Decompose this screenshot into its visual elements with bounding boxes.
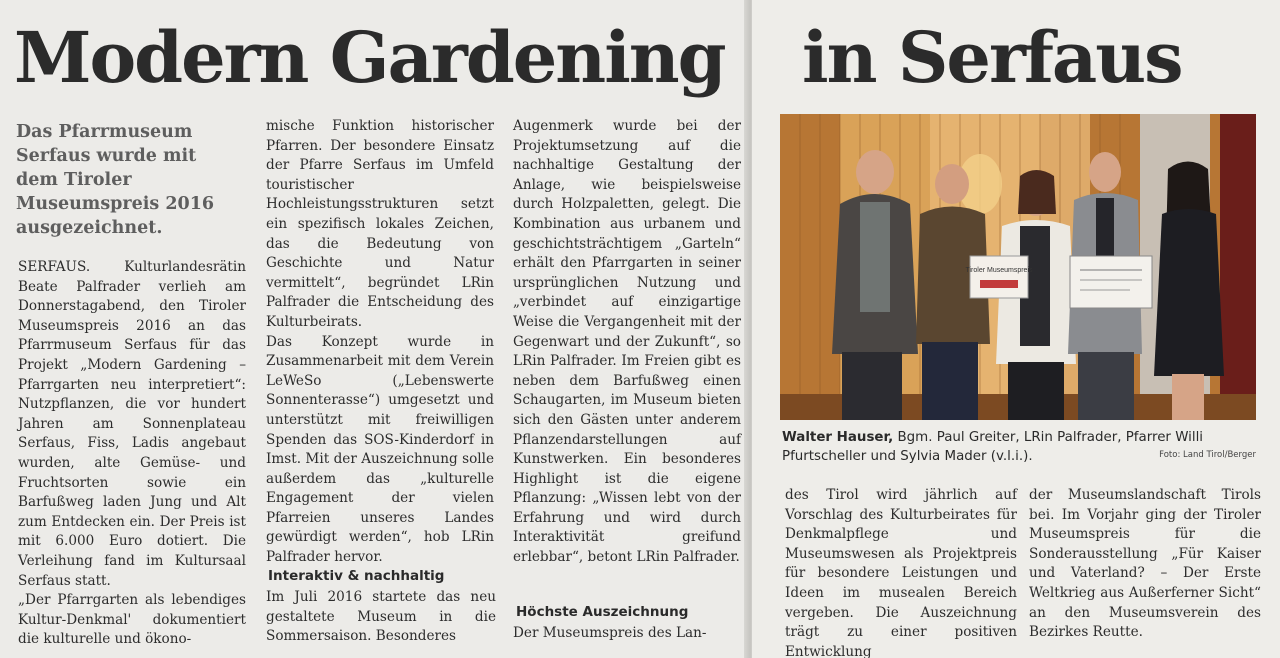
lead-paragraph: Das Pfarrmuseum Serfaus wurde mit dem Tiroler Museumspreis 2016 ausgezeichnet.: [16, 122, 215, 238]
article-paragraph: Das Konzept wurde in Zusammenarbeit mit dem Verein LeWeSo („Lebenswerte Sonnenterasse“) umgesetzt und unterstützt mit freiwilligen Spenden das SOS-Kinderdorf in Imst. Mit der Auszeichnung solle außerdem das „kulturelle Engagement der vielen Pfarreien unseres Landes gewürdigt werden“, hob LRin Palfrader hervor.: [266, 333, 494, 566]
certificate-left: [965, 256, 1033, 298]
subheading-interaktiv: Interaktiv & nachhaltig: [268, 568, 445, 584]
photo-credit: Foto: Land Tirol/Berger: [1159, 450, 1256, 460]
photo-illustration: [780, 114, 1256, 420]
article-paragraph: mische Funktion historischer Pfarren. Der besondere Einsatz der Pfarre Serfaus im Umfeld touristischer Hochleistungsstrukturen setzt ein spezifisch lokales Zeichen, das die Bedeutung von Geschichte und Natur vermittelt“, begründet LRin Palfrader die Entscheidung des Kulturbeirats.: [266, 118, 494, 330]
article-paragraph: Der Museumspreis des Lan-: [513, 625, 707, 641]
article-paragraph: Im Juli 2016 startete das neu gestaltete Museum in die Sommersaison. Besonderes: [266, 589, 496, 645]
article-paragraph: Augenmerk wurde bei der Projektumsetzung auf die nachhaltige Gestaltung der Anlage, wie beispielsweise durch Holzpaletten, gelegt. Die Kombination aus urbanem und geschichtsträchtigem „Garteln“ erhält den Pfarrgarten in seiner ursprünglichen Nutzung und „verbindet auf einzigartige Weise die Vergangenheit mit der Gegenwart und der Zukunft“, so LRin Palfrader. Im Freien gibt es neben dem Barfußweg einen Schaugarten, im Museum bieten sich den Gästen unter anderem Pflanzendarstellungen auf Kunstwerken. Ein besonderes Highlight ist die eigene Pflanzung: „Wissen lebt von der Erfahrung und wird durch Interaktivität greifund erlebbar“, betont LRin Palfrader.: [513, 118, 741, 566]
headline-right: in Serfaus: [802, 16, 1182, 99]
article-column-4: [785, 486, 1017, 658]
certificate-label: Tiroler Museumspreis: [965, 267, 1033, 274]
article-paragraph: SERFAUS. Kulturlandesrätin Beate Palfrader verlieh am Donnerstagabend, den Tiroler Museumspreis 2016 an das Pfarrmuseum Serfaus für das Projekt „Modern Gardening – Pfarrgarten neu interpretiert“: Nutzpflanzen, die vor hundert Jahren am Sonnenplateau Serfaus, Fiss, Ladis angebaut wurden, alte Gemüse- und Fruchtsorten sowie ein Barfußweg laden Jung und Alt zum Entdecken ein. Der Preis ist mit 6.000 Euro dotiert. Die Verleihung fand im Kultursaal Serfaus statt.: [18, 259, 246, 589]
article-column-3: [513, 117, 741, 568]
article-column-3-continued: [513, 624, 741, 644]
article-column-1: [18, 258, 246, 650]
headline-left: Modern Gardening: [14, 16, 725, 99]
article-paragraph: des Tirol wird jährlich auf Vorschlag des Kulturbeirates für Denkmalpflege und Museumswesen als Projektpreis für besondere Leistungen und Ideen im musealen Bereich vergeben. Die Auszeichnung trägt zu einer positiven Entwicklung: [785, 487, 1017, 658]
caption-rest: Bgm. Paul Greiter, LRin Palfrader, Pfarrer Willi Pfurtscheller und Sylvia Mader (v.l.i.).: [782, 430, 1204, 464]
article-column-5: [1029, 486, 1261, 643]
article-column-2-continued: [266, 588, 496, 647]
article-paragraph: „Der Pfarrgarten als lebendiges Kultur-Denkmal' dokumentiert die kulturelle und ökono-: [18, 592, 246, 648]
photo-caption: [782, 428, 1258, 466]
certificate-right: [1070, 256, 1152, 308]
article-column-2: [266, 117, 494, 568]
caption-bold-name: Walter Hauser,: [782, 430, 894, 445]
subheading-auszeichnung: Höchste Auszeichnung: [516, 604, 689, 620]
article-paragraph: der Museumslandschaft Tirols bei. Im Vorjahr ging der Tiroler Museumspreis für die Sonderausstellung „Für Kaiser und Vaterland? – Der Erste Weltkrieg aus Außerferner Sicht“ an den Museumsverein des Bezirkes Reutte.: [1029, 487, 1261, 641]
award-photo: [780, 114, 1256, 420]
right-page: [752, 0, 1280, 658]
